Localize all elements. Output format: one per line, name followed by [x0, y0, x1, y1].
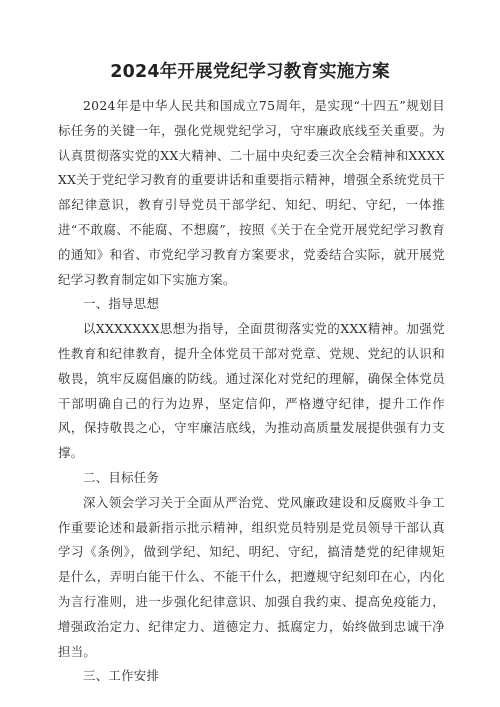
document-body — [58, 94, 445, 689]
section-paragraph-objectives: 深入领会学习关于全面从严治党、党风廉政建设和反腐败斗争工作重要论述和最新指示批示精神，组织党员特别是党员领导干部认真学习《条例》，做到学纪、知纪、明纪、守纪，搞清楚党的纪律规矩是什么，弄明白能干什么、不能干什么，把遵规守纪刻印在心，内化为言行准则，进一步强化纪律意识、加强自我约束、提高免疫能力，增强政治定力、纪律定力、道德定力、抵腐定力，始终做到忠诚干净担当。 — [58, 494, 445, 659]
section-heading-guiding-ideology: 一、指导思想 — [83, 296, 160, 312]
document-title: 2024年开展党纪学习教育实施方案 — [110, 62, 390, 82]
section-heading-work-arrangement: 三、工作安排 — [83, 668, 160, 684]
section-heading-objectives: 二、目标任务 — [83, 469, 160, 485]
section-paragraph-guiding-ideology: 以XXXXXXX思想为指导，全面贯彻落实党的XXX精神。加强党性教育和纪律教育，提升全体党员干部对党章、党规、党纪的认识和敬畏，筑牢反腐倡廉的防线。通过深化对党纪的理解，确保全体党员干部明确自己的行为边界，坚定信仰，严格遵守纪律，提升工作作风，保持敬畏之心，守牢廉洁底线，为推动高质量发展提供强有力支撑。 — [58, 321, 445, 461]
intro-paragraph: 2024年是中华人民共和国成立75周年，是实现“十四五”规划目标任务的关键一年，强化党规党纪学习，守牢廉政底线至关重要。为认真贯彻落实党的XX大精神、二十届中央纪委三次全会精神和XXXXXX关于党纪学习教育的重要讲话和重要指示精神，增强全系统党员干部纪律意识，教育引导党员干部学纪、知纪、明纪、守纪，一体推进“不敢腐、不能腐、不想腐”，按照《关于在全党开展党纪学习教育的通知》和省、市党纪学习教育方案要求，党委结合实际，就开展党纪学习教育制定如下实施方案。 — [58, 98, 445, 287]
